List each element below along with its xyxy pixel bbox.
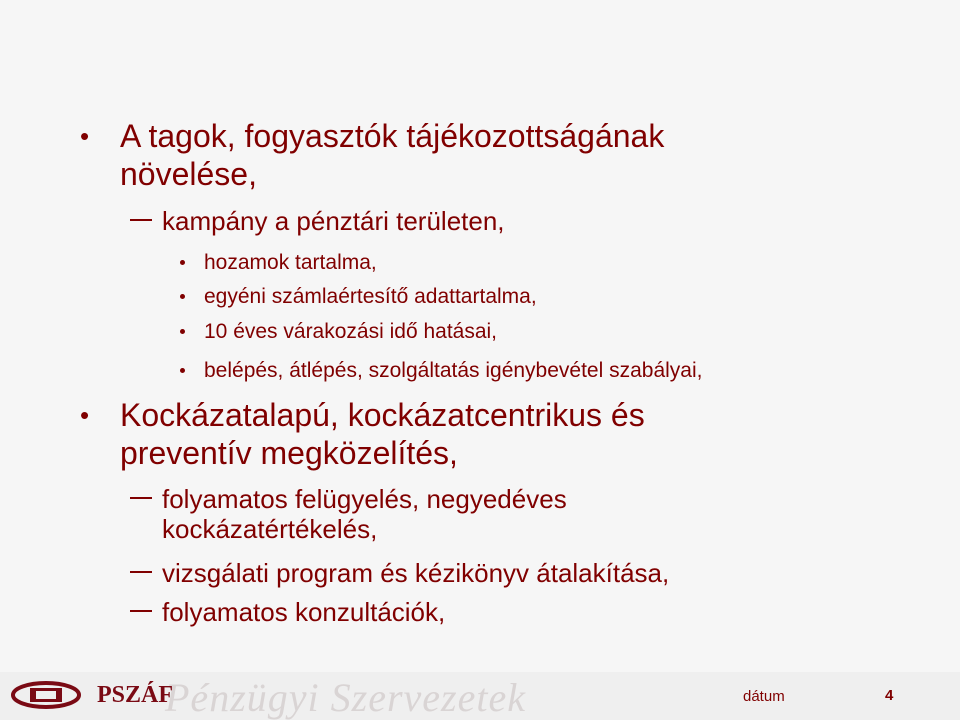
subitem-2-2	[162, 558, 669, 588]
point-3	[204, 319, 497, 345]
bullet-item-1-line-1: A tagok, fogyasztók tájékozottságának	[120, 118, 665, 154]
point-3-text: 10 éves várakozási idő hatásai,	[204, 320, 498, 343]
bullet-icon: •	[80, 400, 90, 430]
dash-icon	[130, 610, 152, 612]
point-2	[204, 284, 537, 310]
footer-brand: PSZÁF	[97, 682, 174, 708]
dot-icon	[180, 294, 185, 299]
dash-icon	[130, 497, 152, 499]
dash-icon	[130, 571, 152, 573]
bullet-item-2-line-1: Kockázatalapú, kockázatcentrikus és	[120, 397, 645, 433]
subitem-2-1	[162, 484, 567, 544]
footer-date: dátum	[743, 688, 785, 705]
subitem-2-2-text: vizsgálati program és kézikönyv átalakítása,	[162, 558, 670, 588]
subitem-2-3	[162, 597, 445, 627]
point-4	[204, 358, 702, 384]
subitem-2-1-line-2: kockázatértékelés,	[162, 514, 378, 544]
bullet-item-1-line-2: növelése,	[120, 156, 257, 192]
dot-icon	[180, 260, 185, 265]
bullet-icon: •	[80, 121, 90, 151]
dash-icon	[130, 219, 152, 221]
subitem-2-1-line-1: folyamatos felügyelés, negyedéves	[162, 484, 567, 514]
point-4-text: belépés, átlépés, szolgáltatás igénybevétel szabályai,	[204, 359, 703, 382]
footer-watermark: Pénzügyi Szervezetek	[165, 675, 526, 720]
bullet-item-2	[80, 396, 645, 472]
point-1	[204, 250, 377, 276]
subitem-2-3-text: folyamatos konzultációk,	[162, 597, 446, 627]
slide-footer	[0, 672, 960, 720]
subitem-1-1-text: kampány a pénztári területen,	[162, 206, 505, 236]
dot-icon	[180, 368, 185, 373]
pszaf-logo-icon	[10, 680, 82, 710]
dot-icon	[180, 329, 185, 334]
bullet-item-1	[80, 117, 665, 193]
page-number: 4	[885, 687, 894, 704]
point-1-text: hozamok tartalma,	[204, 251, 377, 274]
bullet-item-2-line-2: preventív megközelítés,	[120, 435, 458, 471]
point-2-text: egyéni számlaértesítő adattartalma,	[204, 285, 537, 308]
subitem-1-1	[162, 206, 505, 236]
